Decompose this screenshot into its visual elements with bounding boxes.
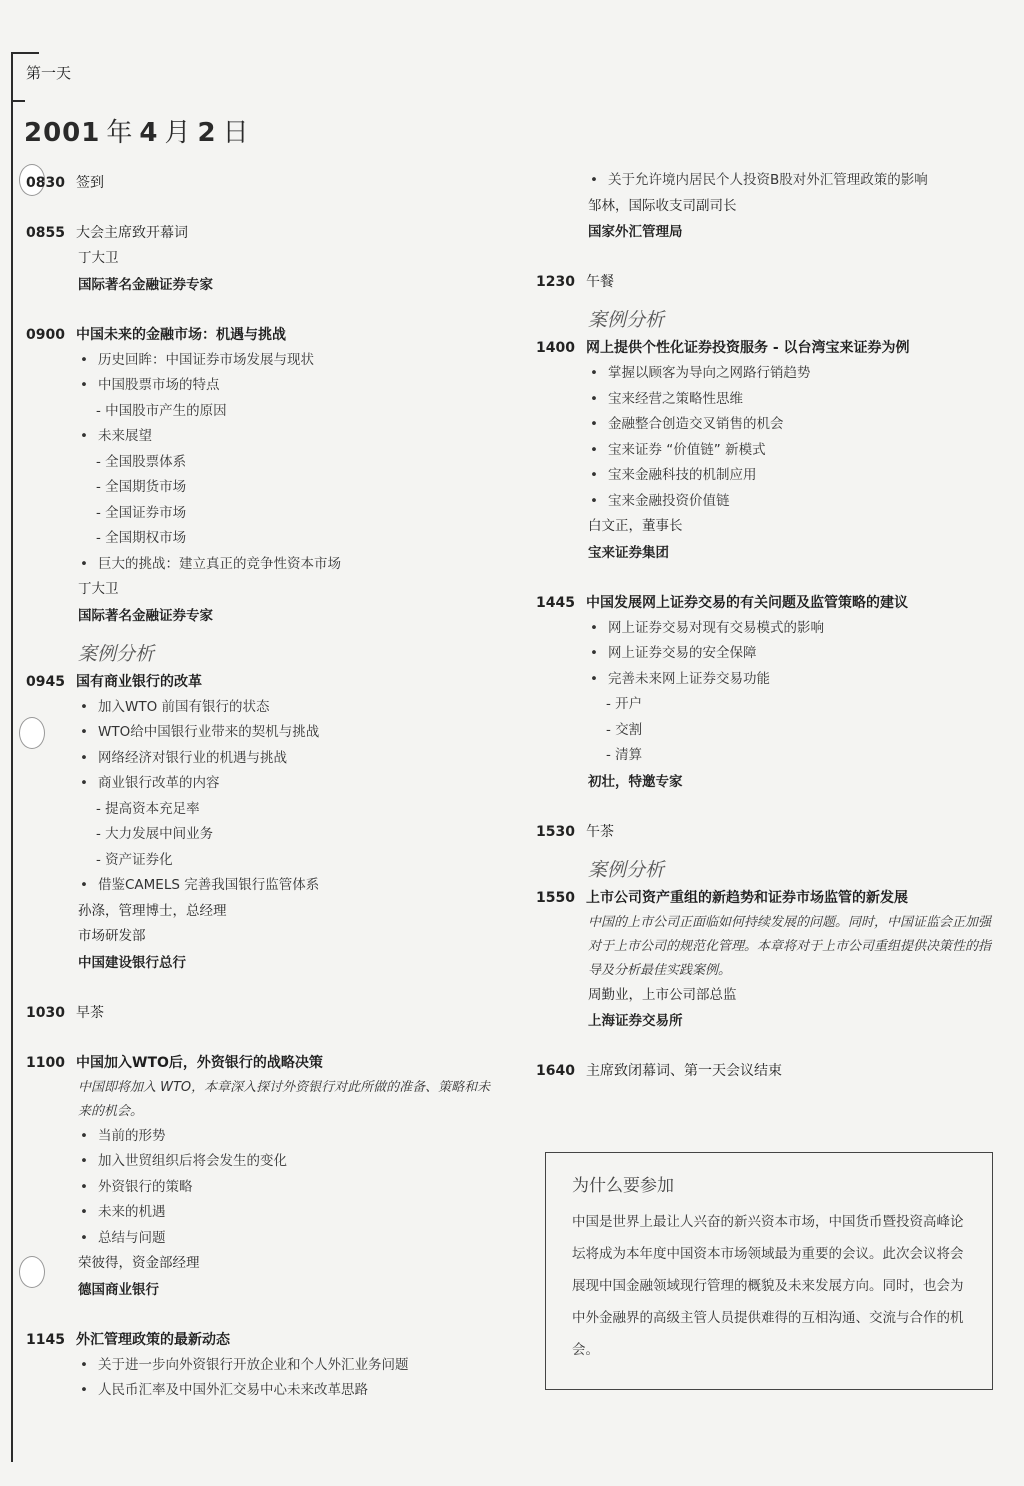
bullet-dot-icon: • [590, 492, 598, 509]
bullet-item [78, 373, 496, 399]
spacer [26, 1026, 496, 1050]
sub-bullet-item [78, 475, 496, 501]
schedule-item [26, 639, 496, 976]
bullet-text: 宝来证券 “价值链” 新模式 [608, 441, 766, 458]
case-study-label: 案例分析 [588, 309, 665, 331]
schedule-item [26, 220, 496, 298]
bullet-item [588, 168, 996, 194]
bullet-item [588, 412, 996, 438]
bullet-dot-icon: • [80, 877, 88, 893]
session-header-row [536, 819, 996, 845]
spacer [536, 295, 996, 305]
sub-bullet-item [78, 526, 496, 552]
schedule-item [536, 168, 996, 245]
session-header-row [536, 269, 996, 295]
bullet-text: 网络经济对银行业的机遇与挑战 [98, 749, 287, 766]
session-header-row [536, 1058, 996, 1084]
session-title: 大会主席致开幕词 [76, 225, 188, 241]
spacer [536, 1034, 996, 1058]
speaker-organization: 中国建设银行总行 [78, 954, 186, 971]
speaker-organization: 国际著名金融证券专家 [78, 607, 213, 624]
speaker-organization: 宝来证券集团 [588, 544, 669, 561]
sub-bullet-text: 全国股票体系 [105, 453, 187, 470]
session-header-row [536, 590, 996, 616]
sub-bullet-text: 资产证券化 [105, 851, 173, 868]
sub-bullet-item [78, 848, 496, 874]
session-title: 外汇管理政策的最新动态 [76, 1331, 230, 1348]
session-header-row [26, 220, 496, 246]
bullet-dot-icon: • [80, 749, 88, 766]
sub-bullet-item [78, 822, 496, 848]
sub-bullet-item [78, 399, 496, 425]
spacer [536, 795, 996, 819]
speaker-name: 荣彼得，资金部经理 [78, 1255, 200, 1271]
bullet-item [78, 873, 496, 899]
sub-bullet-item [78, 450, 496, 476]
why-attend-title: 为什么要参加 [572, 1176, 674, 1196]
day-label: 第一天 [26, 64, 72, 82]
sub-bullet-text: 全国证券市场 [105, 504, 187, 521]
session-header-row [26, 1327, 496, 1353]
speaker-name: 孙涤，管理博士，总经理 [78, 902, 227, 919]
session-title: 中国未来的金融市场：机遇与挑战 [76, 326, 286, 343]
bullet-dot-icon: • [80, 377, 88, 393]
schedule-item [536, 305, 996, 566]
sub-bullet-item [78, 797, 496, 823]
sub-bullet-text: 中国股市产生的原因 [105, 402, 227, 419]
date-heading: 2001 年 4 月 2 日 [24, 118, 250, 148]
session-time: 0855 [26, 225, 65, 241]
schedule-item [536, 269, 996, 295]
session-description: 中国即将加入 WTO，本章深入探讨外资银行对此所做的准备、策略和未来的机会。 [78, 1079, 491, 1119]
bullet-text: 未来展望 [98, 428, 152, 444]
speaker-name: 白文正，董事长 [588, 518, 683, 534]
session-time: 1400 [536, 340, 575, 356]
bullet-text: 网上证券交易对现有交易模式的影响 [608, 619, 824, 636]
bullet-dot-icon: • [590, 365, 598, 381]
bullet-item [78, 720, 496, 746]
bullet-item [78, 1378, 496, 1404]
right-schedule-column [536, 168, 996, 1084]
speaker-organization: 初壮，特邀专家 [588, 773, 683, 790]
bullet-item [78, 424, 496, 450]
speaker-department: 市场研发部 [78, 928, 146, 944]
bullet-item [78, 746, 496, 772]
schedule-item [26, 1327, 496, 1404]
session-title: 网上提供个性化证券投资服务 - 以台湾宝来证券为例 [586, 340, 910, 356]
session-time: 1550 [536, 889, 575, 906]
bullet-text: WTO给中国银行业带来的契机与挑战 [98, 724, 320, 740]
bullet-item [78, 1353, 496, 1379]
spacer [536, 845, 996, 855]
bullet-dot-icon: • [590, 670, 598, 687]
schedule-item [26, 322, 496, 629]
speaker-organization: 上海证券交易所 [588, 1013, 683, 1029]
spacer [536, 245, 996, 269]
dash-icon: - [96, 479, 106, 495]
session-time: 1030 [26, 1004, 65, 1021]
session-title: 国有商业银行的改革 [76, 673, 202, 690]
schedule-item [536, 1058, 996, 1084]
bullet-text: 加入WTO 前国有银行的状态 [98, 698, 270, 715]
bullet-dot-icon: • [80, 1356, 88, 1373]
session-title: 主席致闭幕词、第一天会议结束 [586, 1063, 782, 1079]
bullet-dot-icon: • [80, 1229, 88, 1246]
schedule-item [26, 1050, 496, 1303]
session-time: 1145 [26, 1331, 65, 1348]
spacer [26, 298, 496, 322]
bullet-text: 人民币汇率及中国外汇交易中心未来改革思路 [98, 1382, 368, 1398]
bullet-item [588, 361, 996, 387]
bullet-dot-icon: • [590, 645, 598, 661]
bullet-item [78, 552, 496, 578]
session-header-row [26, 1000, 496, 1026]
bullet-dot-icon: • [80, 698, 88, 715]
bullet-dot-icon: • [80, 724, 88, 740]
bullet-text: 未来的机遇 [98, 1204, 166, 1220]
bullet-text: 掌握以顾客为导向之网路行销趋势 [608, 365, 811, 381]
sub-bullet-text: 全国期货市场 [105, 479, 187, 495]
bullet-item [588, 667, 996, 693]
bullet-text: 加入世贸组织后将会发生的变化 [98, 1153, 287, 1169]
session-header-row [536, 885, 996, 911]
bullet-dot-icon: • [590, 619, 598, 636]
bullet-dot-icon: • [590, 467, 598, 483]
bullet-dot-icon: • [590, 416, 598, 432]
speaker-name: 丁大卫 [78, 581, 119, 597]
session-time: 1640 [536, 1063, 575, 1079]
dash-icon: - [96, 851, 106, 868]
session-title: 中国发展网上证券交易的有关问题及监管策略的建议 [586, 594, 908, 611]
session-time: 1445 [536, 594, 575, 611]
session-header-row [536, 335, 996, 361]
session-time: 0900 [26, 326, 65, 343]
speaker-name: 丁大卫 [78, 250, 119, 266]
sub-bullet-item [588, 692, 996, 718]
bullet-dot-icon: • [80, 1127, 88, 1144]
bullet-item [78, 1175, 496, 1201]
bullet-dot-icon: • [80, 351, 88, 368]
bullet-item [588, 463, 996, 489]
dash-icon: - [606, 747, 616, 763]
bullet-text: 关于进一步向外资银行开放企业和个人外汇业务问题 [98, 1356, 409, 1373]
bullet-text: 网上证券交易的安全保障 [608, 645, 757, 661]
bullet-item [78, 1149, 496, 1175]
schedule-item [26, 1000, 496, 1026]
schedule-item [536, 590, 996, 795]
session-header-row [26, 669, 496, 695]
bullet-item [78, 1124, 496, 1150]
dash-icon: - [96, 504, 106, 521]
bullet-item [78, 1226, 496, 1252]
why-attend-body: 中国是世界上最让人兴奋的新兴资本市场，中国货币暨投资高峰论坛将成为本年度中国资本市场领域最为重要的会议。此次会议将会展现中国金融领域现行管理的概貌及未来发展方向。同时，也会为中外金融界的高级主管人员提供难得的互相沟通、交流与合作的机会。 [572, 1214, 964, 1358]
session-time: 1100 [26, 1054, 65, 1071]
dash-icon: - [96, 530, 106, 546]
bullet-dot-icon: • [590, 390, 598, 407]
session-title: 上市公司资产重组的新趋势和证券市场监管的新发展 [586, 889, 908, 906]
bullet-text: 金融整合创造交叉销售的机会 [608, 416, 784, 432]
page-frame-line [11, 52, 13, 1462]
speaker-name: 邹林，国际收支司副司长 [588, 197, 737, 214]
dash-icon: - [96, 453, 106, 470]
bullet-text: 商业银行改革的内容 [98, 775, 220, 791]
sub-bullet-item [78, 501, 496, 527]
speaker-organization: 国际著名金融证券专家 [78, 276, 213, 293]
spacer [26, 629, 496, 639]
bullet-dot-icon: • [80, 1178, 88, 1195]
bullet-text: 完善未来网上证券交易功能 [608, 670, 770, 687]
bullet-dot-icon: • [80, 775, 88, 791]
sub-bullet-item [588, 743, 996, 769]
bullet-text: 中国股票市场的特点 [98, 377, 220, 393]
dash-icon: - [96, 402, 106, 419]
bullet-dot-icon: • [590, 172, 598, 188]
bullet-dot-icon: • [80, 1204, 88, 1220]
spacer [26, 976, 496, 1000]
sub-bullet-text: 开户 [615, 696, 643, 712]
left-schedule-column [26, 170, 496, 1404]
session-title: 午茶 [586, 823, 614, 840]
bullet-text: 总结与问题 [98, 1229, 166, 1246]
bullet-dot-icon: • [590, 441, 598, 458]
bullet-dot-icon: • [80, 1153, 88, 1169]
sub-bullet-text: 提高资本充足率 [105, 800, 200, 817]
bullet-item [78, 348, 496, 374]
bullet-item [588, 438, 996, 464]
bullet-text: 当前的形势 [98, 1127, 166, 1144]
sub-bullet-text: 交割 [615, 721, 643, 738]
bullet-text: 外资银行的策略 [98, 1178, 193, 1195]
session-time: 1530 [536, 823, 575, 840]
dash-icon: - [606, 721, 616, 738]
bullet-item [78, 771, 496, 797]
bullet-text: 关于允许境内居民个人投资B股对外汇管理政策的影响 [608, 172, 928, 188]
page-frame-line [11, 52, 39, 54]
speaker-organization: 国家外汇管理局 [588, 224, 683, 240]
sub-bullet-text: 清算 [615, 747, 643, 763]
session-time: 1230 [536, 274, 575, 290]
sub-bullet-text: 大力发展中间业务 [105, 826, 214, 842]
session-header-row [26, 170, 496, 196]
spacer [536, 566, 996, 590]
bullet-text: 宝来金融科技的机制应用 [608, 467, 757, 483]
session-title: 午餐 [586, 274, 614, 290]
speaker-name: 周勤业，上市公司部总监 [588, 986, 737, 1003]
session-time: 0945 [26, 673, 65, 690]
sub-bullet-text: 全国期权市场 [105, 530, 187, 546]
sub-bullet-item [588, 718, 996, 744]
session-description: 中国的上市公司正面临如何持续发展的问题。同时，中国证监会正加强对于上市公司的规范化管理。本章将对于上市公司重组提供决策性的指导及分析最佳实践案例。 [588, 914, 992, 978]
bullet-item [588, 616, 996, 642]
bullet-item [78, 1200, 496, 1226]
page-frame-line [11, 100, 25, 102]
spacer [26, 196, 496, 220]
bullet-item [78, 695, 496, 721]
dash-icon: - [606, 696, 616, 712]
dash-icon: - [96, 800, 106, 817]
bullet-dot-icon: • [80, 555, 88, 572]
schedule-item [26, 170, 496, 196]
session-title: 签到 [76, 175, 104, 191]
spacer [26, 1303, 496, 1327]
bullet-text: 历史回眸：中国证券市场发展与现状 [98, 351, 314, 368]
session-header-row [26, 1050, 496, 1076]
why-attend-box [545, 1152, 993, 1390]
session-header-row [26, 322, 496, 348]
bullet-text: 宝来金融投资价值链 [608, 492, 730, 509]
schedule-item [536, 819, 996, 845]
session-title: 早茶 [76, 1004, 104, 1021]
bullet-text: 宝来经营之策略性思维 [608, 390, 743, 407]
dash-icon: - [96, 826, 106, 842]
speaker-organization: 德国商业银行 [78, 1281, 159, 1298]
bullet-item [588, 489, 996, 515]
session-title: 中国加入WTO后，外资银行的战略决策 [76, 1054, 323, 1071]
bullet-dot-icon: • [80, 428, 88, 444]
bullet-text: 借鉴CAMELS 完善我国银行监管体系 [98, 877, 320, 893]
schedule-item [536, 855, 996, 1035]
bullet-item [588, 387, 996, 413]
bullet-text: 巨大的挑战：建立真正的竞争性资本市场 [98, 555, 341, 572]
session-time: 0830 [26, 175, 65, 191]
case-study-label: 案例分析 [588, 858, 665, 881]
bullet-dot-icon: • [80, 1382, 88, 1398]
bullet-item [588, 641, 996, 667]
case-study-label: 案例分析 [78, 642, 155, 665]
